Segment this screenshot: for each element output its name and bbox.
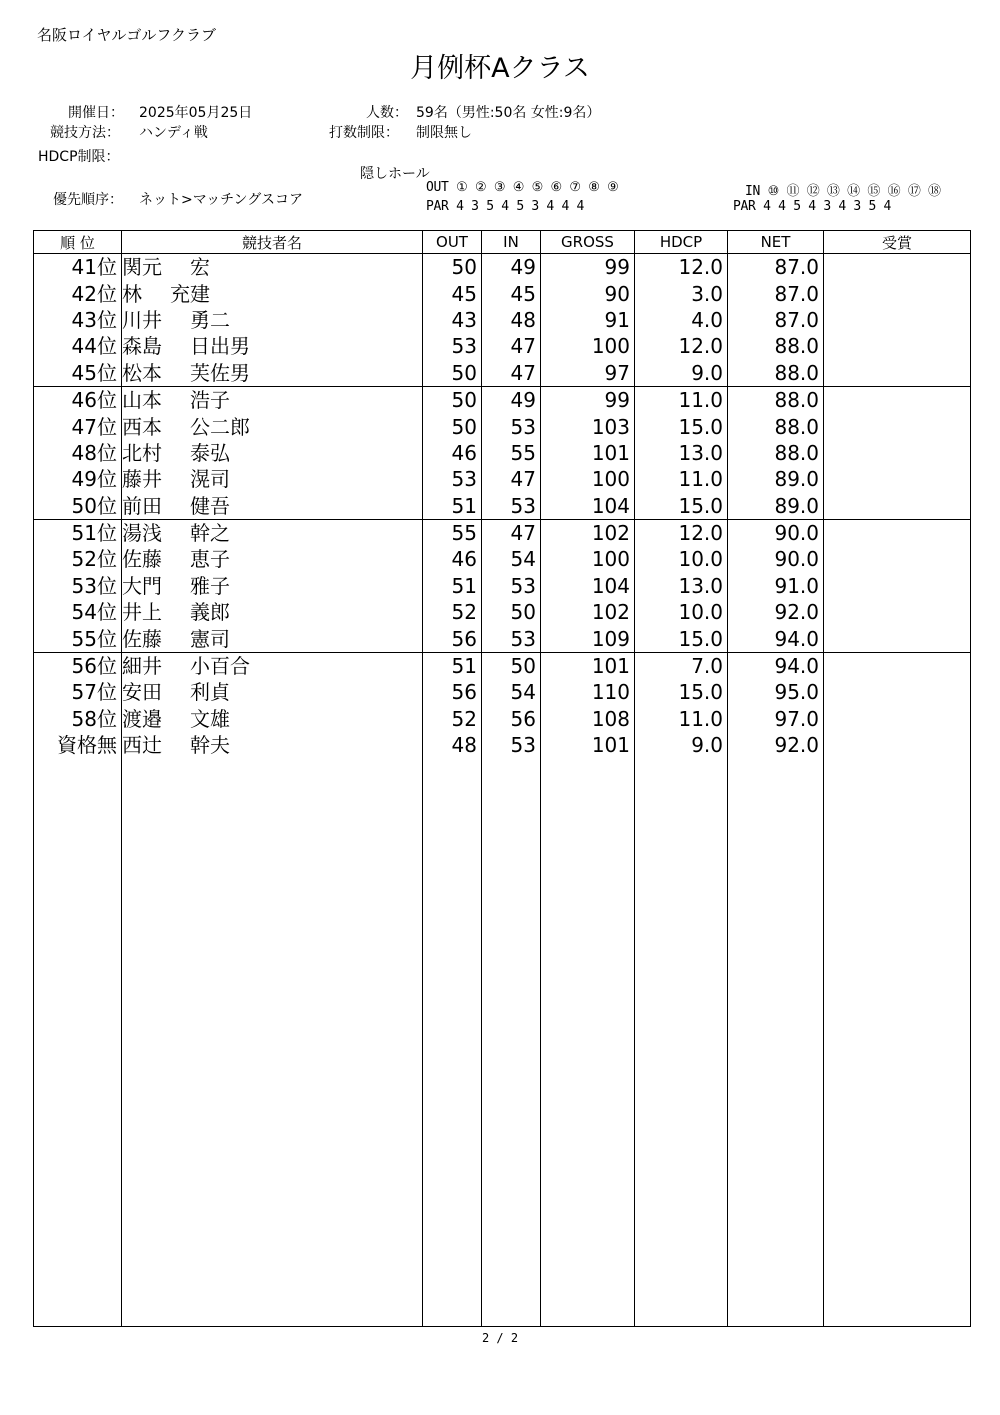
- player-family-name: 湯浅: [122, 521, 162, 546]
- cell-rank: 49位: [34, 466, 122, 492]
- cell-gross: 104: [541, 493, 635, 520]
- cell-gross: 101: [541, 732, 635, 758]
- cell-in: 47: [482, 360, 541, 387]
- empty-cell: [34, 758, 122, 1327]
- header-rank: 順 位: [34, 231, 122, 254]
- empty-cell: [122, 758, 423, 1327]
- cell-rank: 55位: [34, 625, 122, 652]
- table-header-row: [34, 231, 971, 254]
- player-given-name: 幹夫: [190, 733, 230, 758]
- cell-player-name: [122, 360, 423, 387]
- cell-rank: 53位: [34, 573, 122, 599]
- cell-award: [824, 307, 971, 333]
- cell-in: 53: [482, 413, 541, 439]
- cell-player-name: [122, 519, 423, 546]
- cell-net: 88.0: [728, 360, 824, 387]
- cell-hdcp: 13.0: [635, 440, 728, 466]
- cell-player-name: [122, 706, 423, 732]
- cell-out: 45: [423, 280, 482, 306]
- cell-rank: 43位: [34, 307, 122, 333]
- cell-gross: 91: [541, 307, 635, 333]
- results-table: [33, 230, 971, 1327]
- cell-award: [824, 599, 971, 625]
- cell-award: [824, 625, 971, 652]
- table-row: [34, 333, 971, 359]
- player-family-name: 林: [122, 281, 142, 306]
- cell-gross: 109: [541, 625, 635, 652]
- cell-player-name: [122, 679, 423, 705]
- player-family-name: 渡邉: [122, 706, 162, 731]
- player-family-name: 関元: [122, 255, 162, 280]
- cell-player-name: [122, 493, 423, 520]
- cell-net: 88.0: [728, 386, 824, 413]
- cell-gross: 90: [541, 280, 635, 306]
- cell-out: 56: [423, 625, 482, 652]
- player-family-name: 佐藤: [122, 547, 162, 572]
- header-gross: GROSS: [541, 231, 635, 254]
- stroke-limit-value: 制限無し: [416, 125, 472, 141]
- cell-gross: 104: [541, 573, 635, 599]
- player-given-name: 文雄: [190, 706, 230, 731]
- cell-hdcp: 11.0: [635, 386, 728, 413]
- player-family-name: 川井: [122, 307, 162, 332]
- table-row: [34, 599, 971, 625]
- cell-hdcp: 12.0: [635, 519, 728, 546]
- cell-out: 50: [423, 360, 482, 387]
- cell-player-name: [122, 599, 423, 625]
- cell-player-name: [122, 732, 423, 758]
- cell-award: [824, 493, 971, 520]
- cell-hdcp: 15.0: [635, 413, 728, 439]
- header-net: NET: [728, 231, 824, 254]
- cell-hdcp: 9.0: [635, 360, 728, 387]
- cell-out: 53: [423, 466, 482, 492]
- cell-gross: 101: [541, 652, 635, 679]
- cell-in: 54: [482, 546, 541, 572]
- cell-award: [824, 546, 971, 572]
- player-family-name: 西辻: [122, 733, 162, 758]
- player-given-name: 宏: [190, 255, 210, 280]
- cell-player-name: [122, 440, 423, 466]
- cell-out: 50: [423, 254, 482, 281]
- cell-rank: 46位: [34, 386, 122, 413]
- player-family-name: 佐藤: [122, 626, 162, 651]
- cell-hdcp: 10.0: [635, 546, 728, 572]
- cell-out: 51: [423, 573, 482, 599]
- header-in: IN: [482, 231, 541, 254]
- cell-out: 48: [423, 732, 482, 758]
- cell-award: [824, 706, 971, 732]
- priority-label: 優先順序：: [53, 192, 123, 208]
- hdcp-limit-label: HDCP制限：: [38, 149, 120, 165]
- table-row: [34, 493, 971, 520]
- cell-rank: 58位: [34, 706, 122, 732]
- method-label: 競技方法：: [50, 125, 120, 141]
- cell-net: 94.0: [728, 625, 824, 652]
- cell-in: 49: [482, 254, 541, 281]
- cell-award: [824, 280, 971, 306]
- empty-cell: [635, 758, 728, 1327]
- player-given-name: 利貞: [190, 680, 230, 705]
- empty-cell: [423, 758, 482, 1327]
- player-given-name: 勇二: [190, 307, 230, 332]
- cell-gross: 102: [541, 519, 635, 546]
- participants-value: 59名（男性:50名 女性:9名）: [416, 105, 601, 121]
- cell-rank: 54位: [34, 599, 122, 625]
- cell-gross: 100: [541, 333, 635, 359]
- page-number: 2 / 2: [481, 1331, 519, 1345]
- participants-label: 人数：: [366, 105, 408, 121]
- priority-value: ネット>マッチングスコア: [139, 192, 304, 208]
- cell-in: 50: [482, 599, 541, 625]
- cell-gross: 100: [541, 546, 635, 572]
- cell-award: [824, 386, 971, 413]
- cell-player-name: [122, 254, 423, 281]
- cell-award: [824, 519, 971, 546]
- cell-in: 50: [482, 652, 541, 679]
- cell-rank: 50位: [34, 493, 122, 520]
- cell-out: 52: [423, 599, 482, 625]
- cell-player-name: [122, 280, 423, 306]
- club-name: 名阪ロイヤルゴルフクラブ: [37, 26, 216, 44]
- player-family-name: 安田: [122, 680, 162, 705]
- cell-net: 87.0: [728, 307, 824, 333]
- cell-hdcp: 13.0: [635, 573, 728, 599]
- table-row: [34, 679, 971, 705]
- cell-in: 53: [482, 732, 541, 758]
- cell-out: 53: [423, 333, 482, 359]
- cell-rank: 45位: [34, 360, 122, 387]
- table-row: [34, 573, 971, 599]
- cell-player-name: [122, 573, 423, 599]
- method-value: ハンディ戦: [139, 125, 208, 141]
- header-out: OUT: [423, 231, 482, 254]
- cell-gross: 99: [541, 254, 635, 281]
- cell-net: 87.0: [728, 254, 824, 281]
- cell-player-name: [122, 466, 423, 492]
- cell-player-name: [122, 546, 423, 572]
- header-award: 受賞: [824, 231, 971, 254]
- table-row: [34, 546, 971, 572]
- cell-player-name: [122, 386, 423, 413]
- cell-in: 45: [482, 280, 541, 306]
- cell-player-name: [122, 333, 423, 359]
- cell-award: [824, 333, 971, 359]
- header-player: 競技者名: [122, 231, 423, 254]
- date-label: 開催日：: [68, 105, 124, 121]
- cell-net: 88.0: [728, 333, 824, 359]
- cell-player-name: [122, 307, 423, 333]
- cell-net: 92.0: [728, 599, 824, 625]
- cell-net: 92.0: [728, 732, 824, 758]
- player-given-name: 憲司: [190, 626, 230, 651]
- cell-in: 48: [482, 307, 541, 333]
- cell-rank: 51位: [34, 519, 122, 546]
- cell-in: 53: [482, 573, 541, 599]
- cell-in: 56: [482, 706, 541, 732]
- player-given-name: 浩子: [190, 388, 230, 413]
- cell-hdcp: 11.0: [635, 706, 728, 732]
- empty-cell: [541, 758, 635, 1327]
- table-row: [34, 440, 971, 466]
- cell-out: 51: [423, 493, 482, 520]
- empty-cell: [482, 758, 541, 1327]
- table-row: [34, 466, 971, 492]
- cell-hdcp: 3.0: [635, 280, 728, 306]
- player-given-name: 充建: [170, 281, 210, 306]
- cell-award: [824, 440, 971, 466]
- cell-hdcp: 12.0: [635, 333, 728, 359]
- cell-net: 89.0: [728, 493, 824, 520]
- cell-net: 88.0: [728, 440, 824, 466]
- cell-rank: 52位: [34, 546, 122, 572]
- player-given-name: 小百合: [190, 654, 250, 679]
- cell-award: [824, 360, 971, 387]
- player-family-name: 北村: [122, 440, 162, 465]
- cell-out: 50: [423, 413, 482, 439]
- cell-hdcp: 15.0: [635, 625, 728, 652]
- table-row: [34, 652, 971, 679]
- cell-out: 56: [423, 679, 482, 705]
- table-row: [34, 625, 971, 652]
- player-given-name: 泰弘: [190, 440, 230, 465]
- player-given-name: 芙佐男: [190, 360, 250, 385]
- cell-award: [824, 413, 971, 439]
- cell-player-name: [122, 652, 423, 679]
- cell-out: 50: [423, 386, 482, 413]
- cell-net: 87.0: [728, 280, 824, 306]
- cell-rank: 資格無: [34, 732, 122, 758]
- player-given-name: 恵子: [190, 547, 230, 572]
- page-title: 月例杯Aクラス: [410, 53, 590, 84]
- cell-net: 90.0: [728, 519, 824, 546]
- player-family-name: 藤井: [122, 467, 162, 492]
- table-empty-space: [34, 758, 971, 1327]
- cell-award: [824, 573, 971, 599]
- cell-in: 49: [482, 386, 541, 413]
- cell-award: [824, 732, 971, 758]
- cell-in: 55: [482, 440, 541, 466]
- cell-award: [824, 466, 971, 492]
- player-given-name: 滉司: [190, 467, 230, 492]
- cell-net: 97.0: [728, 706, 824, 732]
- cell-out: 52: [423, 706, 482, 732]
- cell-award: [824, 652, 971, 679]
- out-par: PAR 4 3 5 4 5 3 4 4 4: [426, 199, 585, 214]
- player-given-name: 健吾: [190, 493, 230, 518]
- cell-rank: 56位: [34, 652, 122, 679]
- empty-cell: [728, 758, 824, 1327]
- player-family-name: 細井: [122, 654, 162, 679]
- cell-in: 47: [482, 333, 541, 359]
- in-holes: IN ⑩ ⑪ ⑫ ⑬ ⑭ ⑮ ⑯ ⑰ ⑱: [745, 184, 941, 199]
- player-family-name: 山本: [122, 388, 162, 413]
- cell-gross: 102: [541, 599, 635, 625]
- cell-hdcp: 15.0: [635, 679, 728, 705]
- cell-out: 46: [423, 546, 482, 572]
- cell-hdcp: 15.0: [635, 493, 728, 520]
- cell-net: 90.0: [728, 546, 824, 572]
- cell-out: 55: [423, 519, 482, 546]
- cell-in: 47: [482, 519, 541, 546]
- table-row: [34, 254, 971, 281]
- cell-in: 54: [482, 679, 541, 705]
- cell-gross: 97: [541, 360, 635, 387]
- player-given-name: 義郎: [190, 600, 230, 625]
- date-value: 2025年05月25日: [139, 105, 253, 121]
- cell-net: 89.0: [728, 466, 824, 492]
- cell-out: 43: [423, 307, 482, 333]
- cell-player-name: [122, 625, 423, 652]
- in-par: PAR 4 4 5 4 3 4 3 5 4: [733, 199, 892, 214]
- cell-gross: 100: [541, 466, 635, 492]
- player-given-name: 日出男: [190, 334, 250, 359]
- player-family-name: 大門: [122, 573, 162, 598]
- stroke-limit-label: 打数制限：: [329, 125, 399, 141]
- cell-net: 94.0: [728, 652, 824, 679]
- cell-gross: 110: [541, 679, 635, 705]
- cell-award: [824, 679, 971, 705]
- table-row: [34, 413, 971, 439]
- cell-in: 47: [482, 466, 541, 492]
- table-row: [34, 519, 971, 546]
- table-row: [34, 386, 971, 413]
- cell-out: 46: [423, 440, 482, 466]
- table-row: [34, 706, 971, 732]
- player-family-name: 森島: [122, 334, 162, 359]
- cell-rank: 42位: [34, 280, 122, 306]
- cell-rank: 41位: [34, 254, 122, 281]
- hidden-hole-label: 隠しホール: [360, 166, 430, 182]
- cell-gross: 99: [541, 386, 635, 413]
- table-row: [34, 732, 971, 758]
- cell-rank: 44位: [34, 333, 122, 359]
- cell-player-name: [122, 413, 423, 439]
- cell-net: 88.0: [728, 413, 824, 439]
- cell-gross: 101: [541, 440, 635, 466]
- cell-net: 95.0: [728, 679, 824, 705]
- cell-rank: 47位: [34, 413, 122, 439]
- header-hdcp: HDCP: [635, 231, 728, 254]
- player-family-name: 西本: [122, 414, 162, 439]
- cell-hdcp: 10.0: [635, 599, 728, 625]
- cell-hdcp: 7.0: [635, 652, 728, 679]
- cell-out: 51: [423, 652, 482, 679]
- player-family-name: 前田: [122, 493, 162, 518]
- cell-gross: 103: [541, 413, 635, 439]
- cell-in: 53: [482, 493, 541, 520]
- cell-award: [824, 254, 971, 281]
- player-given-name: 公二郎: [190, 414, 250, 439]
- player-given-name: 雅子: [190, 573, 230, 598]
- cell-gross: 108: [541, 706, 635, 732]
- cell-hdcp: 4.0: [635, 307, 728, 333]
- player-given-name: 幹之: [190, 521, 230, 546]
- table-row: [34, 280, 971, 306]
- player-family-name: 井上: [122, 600, 162, 625]
- cell-net: 91.0: [728, 573, 824, 599]
- cell-hdcp: 11.0: [635, 466, 728, 492]
- cell-hdcp: 9.0: [635, 732, 728, 758]
- cell-rank: 48位: [34, 440, 122, 466]
- cell-rank: 57位: [34, 679, 122, 705]
- cell-hdcp: 12.0: [635, 254, 728, 281]
- empty-cell: [824, 758, 971, 1327]
- player-family-name: 松本: [122, 360, 162, 385]
- out-holes: OUT ① ② ③ ④ ⑤ ⑥ ⑦ ⑧ ⑨: [426, 180, 619, 195]
- table-row: [34, 307, 971, 333]
- table-row: [34, 360, 971, 387]
- cell-in: 53: [482, 625, 541, 652]
